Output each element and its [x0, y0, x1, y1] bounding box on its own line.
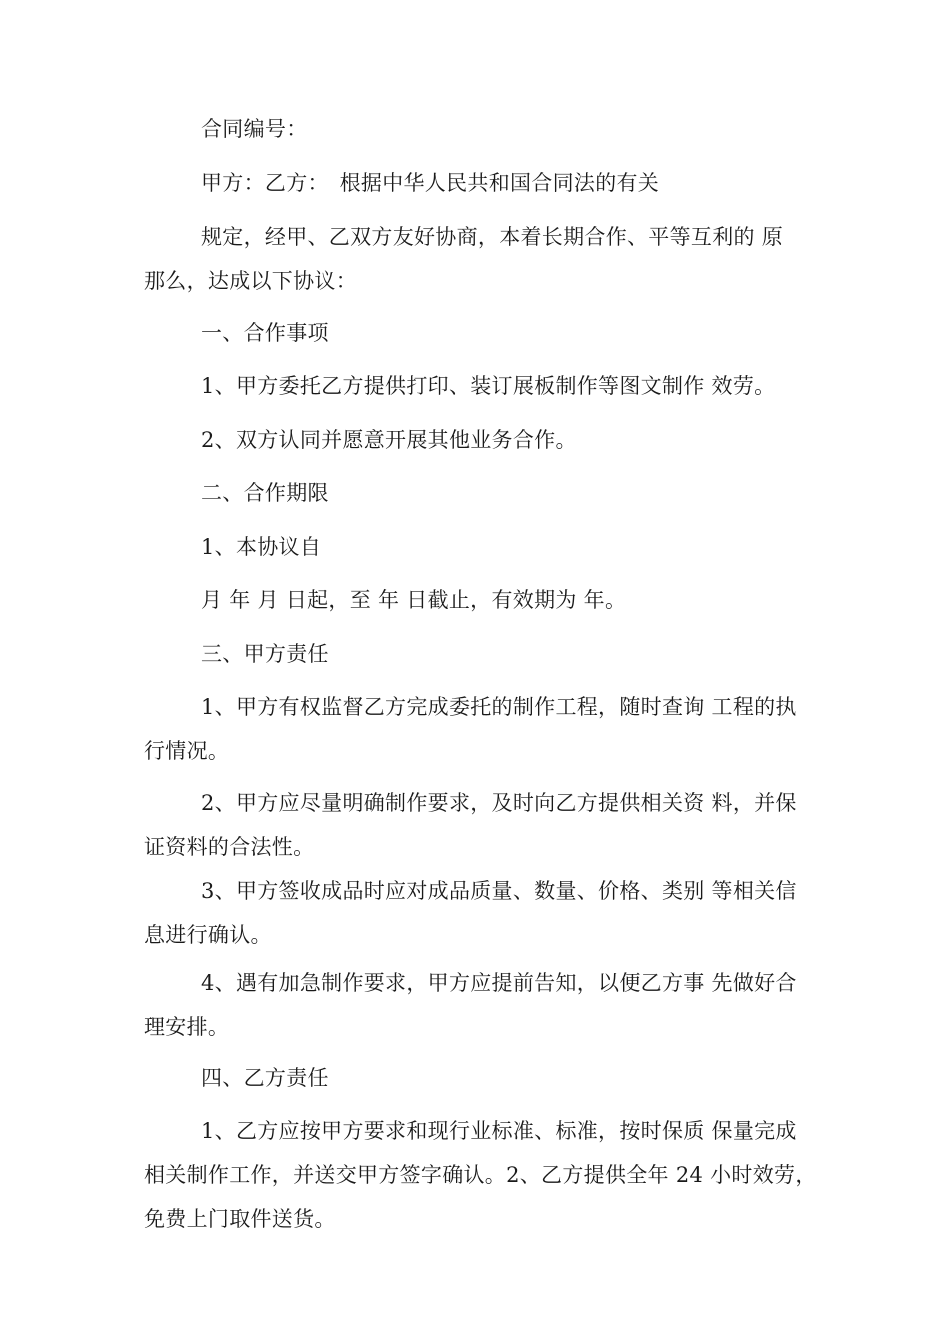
section-1-title: [144, 311, 814, 355]
section-3-item-2-line-1: 2、甲方应尽量明确制作要求，及时向乙方提供相关资 料，并保: [201, 791, 797, 815]
section-3-item-1-line-2: 行情况。: [144, 739, 230, 763]
section-1-item-2: [144, 418, 814, 462]
contract-number: [144, 107, 814, 151]
intro-line-1: 规定，经甲、乙双方友好协商，本着长期合作、平等互利的 原: [201, 225, 784, 249]
section-4-item-1: [144, 1109, 817, 1241]
section-3-item-3-line-1: 3、甲方签收成品时应对成品质量、数量、价格、类别 等相关信: [201, 879, 797, 903]
intro-paragraph: [144, 215, 814, 303]
section-4-title: [144, 1056, 814, 1100]
section-3-item-2: [144, 781, 814, 869]
parties-text: 甲方：乙方： 根据中华人民共和国合同法的有关: [201, 171, 660, 195]
section-3-item-3: [144, 869, 814, 957]
section-3-item-4-line-2: 理安排。: [144, 1015, 230, 1039]
section-2-item-1: [144, 525, 814, 569]
intro-line-2: 那么，达成以下协议：: [144, 269, 357, 293]
section-2-title-text: 二、合作期限: [201, 481, 329, 505]
section-1-item-1: [144, 364, 814, 408]
section-3-item-1: [144, 685, 814, 773]
section-1-item-1-text: 1、甲方委托乙方提供打印、装订展板制作等图文制作 效劳。: [201, 374, 776, 398]
parties-paragraph: [144, 161, 814, 205]
section-2-title: [144, 471, 814, 515]
contract-number-text: 合同编号：: [201, 117, 308, 141]
section-3-item-2-line-2: 证资料的合法性。: [144, 835, 315, 859]
section-2-item-1-text: 1、本协议自: [201, 535, 322, 559]
section-3-item-1-line-1: 1、甲方有权监督乙方完成委托的制作工程，随时查询 工程的执: [201, 695, 797, 719]
section-3-item-4: [144, 961, 814, 1049]
section-3-item-3-line-2: 息进行确认。: [144, 923, 272, 947]
section-3-item-4-line-1: 4、遇有加急制作要求，甲方应提前告知，以便乙方事 先做好合: [201, 971, 797, 995]
section-2-dates-text: 月 年 月 日起，至 年 日截止，有效期为 年。: [201, 588, 627, 612]
section-4-item-1-line-2: 相关制作工作，并送交甲方签字确认。2、乙方提供全年 24 小时效劳，: [144, 1163, 817, 1187]
section-1-title-text: 一、合作事项: [201, 321, 329, 345]
section-3-title-text: 三、甲方责任: [201, 642, 329, 666]
section-1-item-2-text: 2、双方认同并愿意开展其他业务合作。: [201, 428, 577, 452]
section-4-item-1-line-3: 免费上门取件送货。: [144, 1207, 336, 1231]
section-3-title: [144, 632, 814, 676]
section-4-item-1-line-1: 1、乙方应按甲方要求和现行业标准、标准，按时保质 保量完成: [201, 1119, 797, 1143]
section-2-dates: [144, 578, 814, 622]
section-4-title-text: 四、乙方责任: [201, 1066, 329, 1090]
